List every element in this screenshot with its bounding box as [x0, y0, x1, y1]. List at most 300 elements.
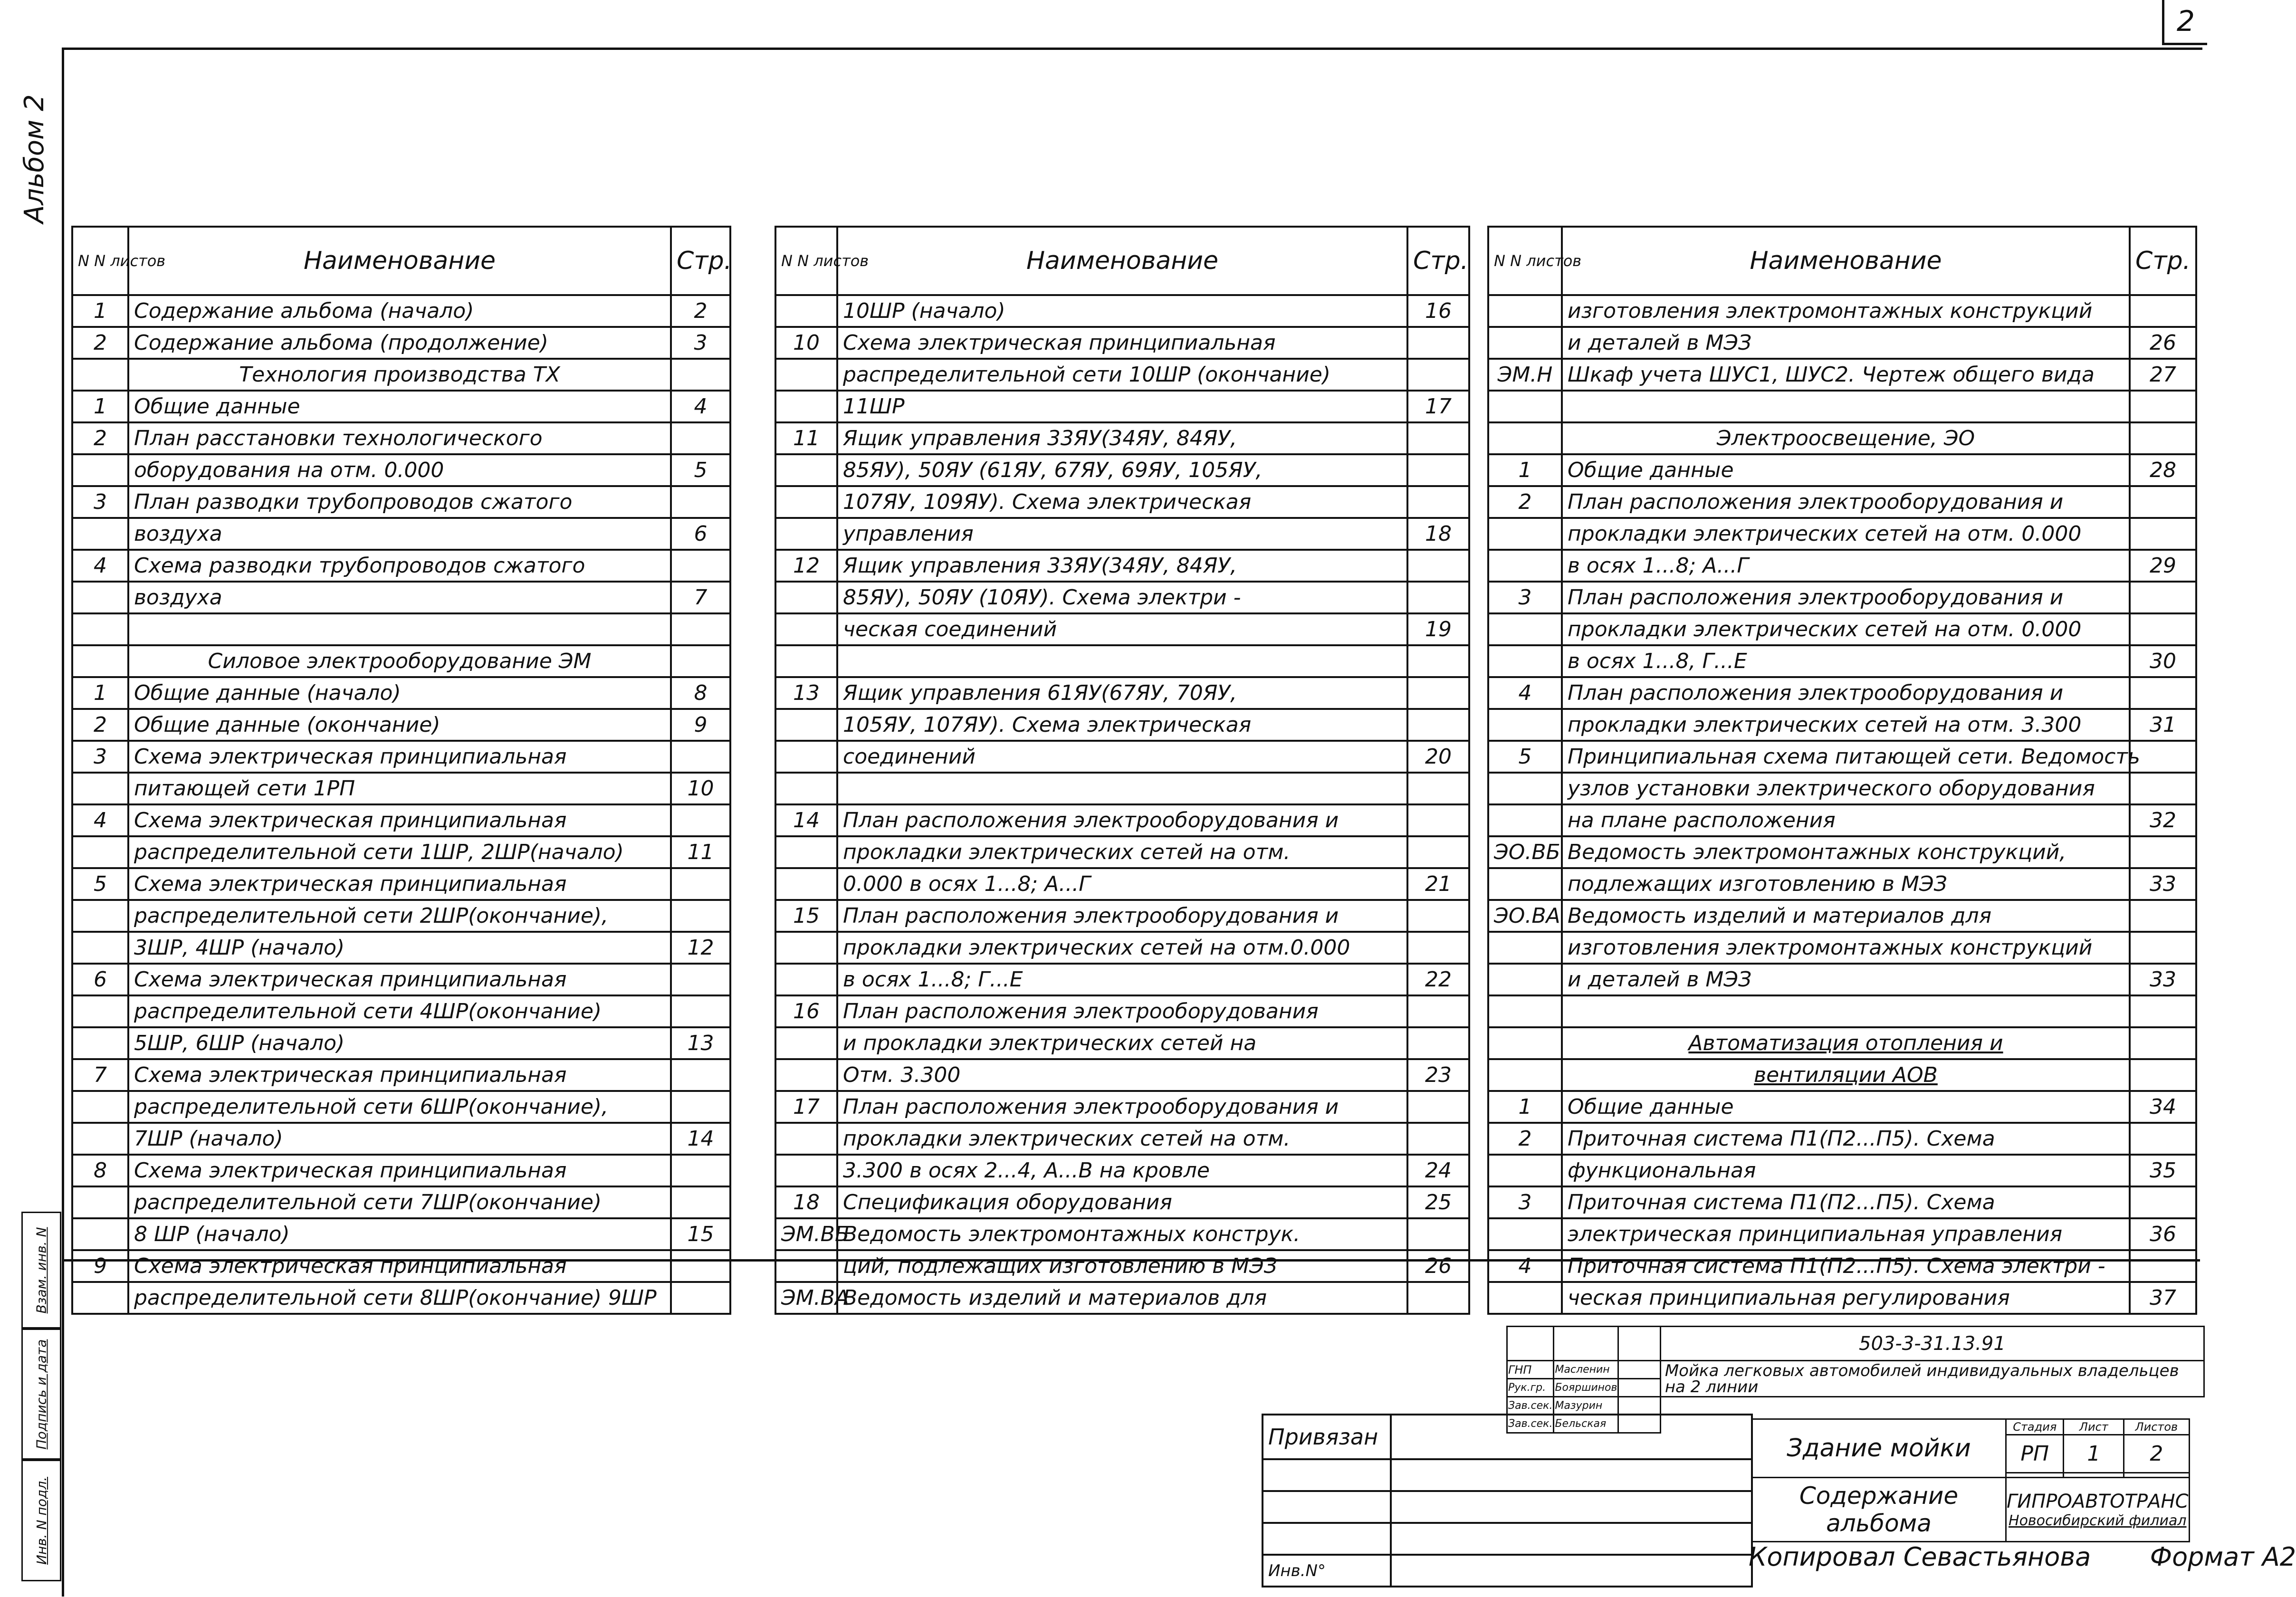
- item-name: Ведомость изделий и материалов для: [837, 1282, 1407, 1314]
- item-name: прокладки электрических сетей на отм. 3.300: [1562, 709, 2130, 741]
- item-name: Содержание альбома (начало): [128, 295, 671, 327]
- document-title: Содержание альбома: [1752, 1478, 2006, 1542]
- toc-row: [1488, 1282, 2196, 1314]
- page-ref: [1407, 1027, 1469, 1059]
- sheet-number: [775, 582, 837, 613]
- toc-row: [775, 1091, 1469, 1123]
- toc-row: [1488, 1155, 2196, 1186]
- sheet-number: [775, 295, 837, 327]
- toc-row: [72, 1155, 730, 1186]
- item-name: ческая принципиальная регулирования: [1562, 1282, 2130, 1314]
- toc-row: [775, 995, 1469, 1027]
- page-ref: 24: [1407, 1155, 1469, 1186]
- item-name: распределительной сети 1ШР, 2ШР(начало): [128, 836, 671, 868]
- sheet-number: [775, 932, 837, 964]
- page-ref: [671, 1155, 730, 1186]
- sheet-number: 2: [72, 422, 128, 454]
- toc-row: [72, 1123, 730, 1155]
- sheet-number: 12: [775, 550, 837, 582]
- item-name: Спецификация оборудования: [837, 1186, 1407, 1218]
- sheet-number: [1488, 327, 1562, 359]
- organization-name: ГИПРОАВТОТРАНС: [2007, 1490, 2189, 1512]
- inventory-label: Инв.N°: [1263, 1555, 1391, 1587]
- sheet-number: [72, 518, 128, 550]
- name-1: Масленин: [1554, 1361, 1618, 1379]
- page-ref: [671, 613, 730, 645]
- page-ref: [1407, 995, 1469, 1027]
- page-ref: [1407, 582, 1469, 613]
- sheet-number: [775, 391, 837, 422]
- role-4: Зав.сек.: [1507, 1415, 1554, 1433]
- item-name: управления: [837, 518, 1407, 550]
- toc-row: [72, 1059, 730, 1091]
- toc-row: [1488, 868, 2196, 900]
- item-name: Схема электрическая принципиальная: [128, 1059, 671, 1091]
- name-4: Бельская: [1554, 1415, 1618, 1433]
- toc-row: [1488, 518, 2196, 550]
- toc-row: [775, 1027, 1469, 1059]
- page-ref: 5: [671, 454, 730, 486]
- page-number: 2: [2162, 0, 2207, 45]
- sheet-number: [775, 773, 837, 804]
- toc-row: [1488, 422, 2196, 454]
- toc-row: [775, 486, 1469, 518]
- sheet-header: Лист: [2064, 1419, 2124, 1435]
- toc-row: [775, 1155, 1469, 1186]
- item-name: Содержание альбома (продолжение): [128, 327, 671, 359]
- toc-row: [72, 741, 730, 773]
- sheet-number: 11: [775, 422, 837, 454]
- item-name: Ящик управления 33ЯУ(34ЯУ, 84ЯУ,: [837, 422, 1407, 454]
- sheet-number: 1: [1488, 454, 1562, 486]
- sheet-number: 1: [72, 677, 128, 709]
- header-name: Наименование: [1562, 227, 2130, 295]
- item-name: прокладки электрических сетей на отм.0.000: [837, 932, 1407, 964]
- page-ref: [671, 900, 730, 932]
- stage-header: Стадия: [2006, 1419, 2064, 1435]
- toc-row: [1488, 645, 2196, 677]
- page-ref: [2130, 582, 2196, 613]
- sheet-number: [1488, 1027, 1562, 1059]
- item-name: План расположения электрооборудования и: [1562, 582, 2130, 613]
- sheet-number: 2: [1488, 1123, 1562, 1155]
- item-name: 85ЯУ), 50ЯУ (61ЯУ, 67ЯУ, 69ЯУ, 105ЯУ,: [837, 454, 1407, 486]
- page-ref: 18: [1407, 518, 1469, 550]
- page-ref: [671, 645, 730, 677]
- toc-row: [72, 773, 730, 804]
- sheet-number: [72, 836, 128, 868]
- page-ref: [1407, 359, 1469, 391]
- toc-row: [72, 391, 730, 422]
- item-name: [128, 613, 671, 645]
- name-2: Бояршинов: [1554, 1379, 1618, 1397]
- sheet-number: 5: [72, 868, 128, 900]
- toc-row: [775, 422, 1469, 454]
- item-name: Шкаф учета ШУС1, ШУС2. Чертеж общего вида: [1562, 359, 2130, 391]
- item-name: прокладки электрических сетей на отм.: [837, 836, 1407, 868]
- toc-row: [72, 486, 730, 518]
- sheet-number: [1488, 295, 1562, 327]
- sheet-number: 1: [72, 391, 128, 422]
- sheet-number: [1488, 391, 1562, 422]
- toc-row: [72, 327, 730, 359]
- page-ref: [2130, 1027, 2196, 1059]
- sheet-number: [775, 1059, 837, 1091]
- sheet-number: [775, 613, 837, 645]
- page-ref: [2130, 677, 2196, 709]
- sheet-number: 2: [72, 709, 128, 741]
- toc-row: [775, 391, 1469, 422]
- sheet-number: 1: [72, 295, 128, 327]
- tables-bottom-rule: [62, 1259, 2200, 1262]
- toc-row: [775, 677, 1469, 709]
- item-name: 85ЯУ), 50ЯУ (10ЯУ). Схема электри -: [837, 582, 1407, 613]
- toc-row: [1488, 836, 2196, 868]
- privyazan-box: [1262, 1414, 1753, 1587]
- sheet-number: 3: [1488, 1186, 1562, 1218]
- item-name: Общие данные: [1562, 1091, 2130, 1123]
- page-ref: 4: [671, 391, 730, 422]
- toc-row: [72, 1282, 730, 1314]
- format-label: Формат А2: [2150, 1542, 2296, 1572]
- page-ref: 12: [671, 932, 730, 964]
- sheet-number: [72, 582, 128, 613]
- toc-table-3: [1487, 226, 2197, 1315]
- page-ref: 2: [671, 295, 730, 327]
- footer-note: [1749, 1542, 2296, 1572]
- toc-row: [1488, 677, 2196, 709]
- toc-row: [775, 359, 1469, 391]
- header-sheet-number: N N листов: [775, 227, 837, 295]
- sheet-number: [1488, 518, 1562, 550]
- toc-row: [72, 677, 730, 709]
- doc-code: 503-3-31.13.91: [1660, 1327, 2204, 1361]
- toc-table-1: [71, 226, 731, 1315]
- header-name: Наименование: [128, 227, 671, 295]
- toc-row: [1488, 486, 2196, 518]
- sheet-number: [72, 1123, 128, 1155]
- toc-row: [775, 1250, 1469, 1282]
- item-name: Общие данные: [128, 391, 671, 422]
- item-name: 7ШР (начало): [128, 1123, 671, 1155]
- page-ref: 16: [1407, 295, 1469, 327]
- item-name: функциональная: [1562, 1155, 2130, 1186]
- sheet-number: 8: [72, 1155, 128, 1186]
- page-ref: [1407, 645, 1469, 677]
- page-ref: [671, 964, 730, 995]
- item-name: Ящик управления 33ЯУ(34ЯУ, 84ЯУ,: [837, 550, 1407, 582]
- item-name: ций, подлежащих изготовлению в МЭЗ: [837, 1250, 1407, 1282]
- toc-row: [775, 804, 1469, 836]
- sheet-number: 3: [72, 486, 128, 518]
- page-ref: [2130, 995, 2196, 1027]
- strip-cell-inventory: [21, 1460, 61, 1581]
- sheet-number: [1488, 773, 1562, 804]
- toc-row: [72, 836, 730, 868]
- item-name: [837, 773, 1407, 804]
- toc-row: [1488, 1218, 2196, 1250]
- toc-row: [775, 836, 1469, 868]
- item-name: 10ШР (начало): [837, 295, 1407, 327]
- toc-row: [775, 709, 1469, 741]
- toc-row: [775, 582, 1469, 613]
- page-ref: [2130, 391, 2196, 422]
- toc-row: [1488, 454, 2196, 486]
- section-title: Технология производства ТХ: [128, 359, 671, 391]
- sheet-number: [775, 1027, 837, 1059]
- item-name: электрическая принципиальная управления: [1562, 1218, 2130, 1250]
- page-ref: 3: [671, 327, 730, 359]
- item-name: распределительной сети 7ШР(окончание): [128, 1186, 671, 1218]
- toc-row: [775, 773, 1469, 804]
- header-page: Стр.: [671, 227, 730, 295]
- item-name: План расстановки технологического: [128, 422, 671, 454]
- item-name: Общие данные: [1562, 454, 2130, 486]
- toc-row: [775, 1218, 1469, 1250]
- item-name: 8 ШР (начало): [128, 1218, 671, 1250]
- page-ref: 20: [1407, 741, 1469, 773]
- sheet-value: 1: [2064, 1435, 2124, 1473]
- toc-row: [72, 1186, 730, 1218]
- page-ref: [1407, 454, 1469, 486]
- stage-value: РП: [2006, 1435, 2064, 1473]
- item-name: в осях 1...8; Г...Е: [837, 964, 1407, 995]
- toc-row: [1488, 613, 2196, 645]
- page-ref: [2130, 900, 2196, 932]
- item-name: прокладки электрических сетей на отм. 0.000: [1562, 518, 2130, 550]
- toc-row: [72, 932, 730, 964]
- item-name: и деталей в МЭЗ: [1562, 327, 2130, 359]
- sheet-number: ЭМ.ВА: [775, 1282, 837, 1314]
- toc-row: [1488, 1186, 2196, 1218]
- page-ref: 22: [1407, 964, 1469, 995]
- sheet-number: [72, 1186, 128, 1218]
- toc-row: [72, 613, 730, 645]
- sheet-number: [1488, 645, 1562, 677]
- item-name: Принципиальная схема питающей сети. Ведомость: [1562, 741, 2130, 773]
- strip-cell-signature: [21, 1329, 61, 1460]
- item-name: соединений: [837, 741, 1407, 773]
- page-ref: 33: [2130, 964, 2196, 995]
- page-ref: [2130, 932, 2196, 964]
- toc-row: [775, 327, 1469, 359]
- page-ref: [2130, 1250, 2196, 1282]
- sheet-number: [775, 486, 837, 518]
- sheet-number: [775, 964, 837, 995]
- sheet-number: 2: [72, 327, 128, 359]
- sheet-number: 4: [1488, 1250, 1562, 1282]
- sheet-number: 1: [1488, 1091, 1562, 1123]
- page-ref: [2130, 486, 2196, 518]
- item-name: 107ЯУ, 109ЯУ). Схема электрическая: [837, 486, 1407, 518]
- item-name: 3ШР, 4ШР (начало): [128, 932, 671, 964]
- project-title: Мойка легковых автомобилей индивидуальных владельцев на 2 линии: [1660, 1361, 2204, 1397]
- item-name: изготовления электромонтажных конструкций: [1562, 932, 2130, 964]
- role-1: ГНП: [1507, 1361, 1554, 1379]
- page-ref: [671, 741, 730, 773]
- sheet-number: ЭМ.Н: [1488, 359, 1562, 391]
- toc-row: [1488, 391, 2196, 422]
- toc-row: [72, 1250, 730, 1282]
- sheets-header: Листов: [2124, 1419, 2189, 1435]
- page-ref: 26: [2130, 327, 2196, 359]
- page-ref: 13: [671, 1027, 730, 1059]
- sheet-number: [775, 741, 837, 773]
- page-ref: 11: [671, 836, 730, 868]
- item-name: в осях 1...8, Г...Е: [1562, 645, 2130, 677]
- header-name: Наименование: [837, 227, 1407, 295]
- item-name: распределительной сети 2ШР(окончание),: [128, 900, 671, 932]
- item-name: План разводки трубопроводов сжатого: [128, 486, 671, 518]
- toc-row: [775, 1282, 1469, 1314]
- toc-row: [1488, 1123, 2196, 1155]
- page-ref: 35: [2130, 1155, 2196, 1186]
- toc-row: [1488, 1027, 2196, 1059]
- role-3: Зав.сек.: [1507, 1397, 1554, 1415]
- page-ref: 37: [2130, 1282, 2196, 1314]
- page-ref: [1407, 1123, 1469, 1155]
- item-name: в осях 1...8; А...Г: [1562, 550, 2130, 582]
- toc-row: [775, 550, 1469, 582]
- page-ref: [1407, 677, 1469, 709]
- toc-row: [1488, 964, 2196, 995]
- item-name: питающей сети 1РП: [128, 773, 671, 804]
- toc-row: [72, 1027, 730, 1059]
- page-ref: [1407, 1282, 1469, 1314]
- sheet-number: 7: [72, 1059, 128, 1091]
- item-name: Ящик управления 61ЯУ(67ЯУ, 70ЯУ,: [837, 677, 1407, 709]
- toc-row: [72, 550, 730, 582]
- sheet-number: [1488, 1282, 1562, 1314]
- page-ref: 8: [671, 677, 730, 709]
- page-ref: 7: [671, 582, 730, 613]
- page-ref: [1407, 773, 1469, 804]
- toc-row: [72, 900, 730, 932]
- page-ref: [1407, 900, 1469, 932]
- sheet-number: 4: [72, 804, 128, 836]
- toc-row: [72, 454, 730, 486]
- sheet-number: [775, 1155, 837, 1186]
- toc-row: [775, 518, 1469, 550]
- sheet-number: 16: [775, 995, 837, 1027]
- item-name: изготовления электромонтажных конструкций: [1562, 295, 2130, 327]
- page-ref: [671, 868, 730, 900]
- page-ref: [1407, 1218, 1469, 1250]
- item-name: План расположения электрооборудования: [837, 995, 1407, 1027]
- page-ref: [671, 804, 730, 836]
- page-ref: [2130, 613, 2196, 645]
- item-name: Общие данные (начало): [128, 677, 671, 709]
- sheet-number: [775, 518, 837, 550]
- toc-row: [72, 964, 730, 995]
- item-name: 0.000 в осях 1...8; А...Г: [837, 868, 1407, 900]
- page-ref: 6: [671, 518, 730, 550]
- page-ref: 21: [1407, 868, 1469, 900]
- toc-row: [72, 709, 730, 741]
- sheet-number: [1488, 995, 1562, 1027]
- page-ref: 36: [2130, 1218, 2196, 1250]
- sheet-number: [72, 773, 128, 804]
- item-name: распределительной сети 4ШР(окончание): [128, 995, 671, 1027]
- page-ref: 9: [671, 709, 730, 741]
- album-label: Альбом 2: [19, 94, 50, 223]
- page-ref: 10: [671, 773, 730, 804]
- section-title: Автоматизация отопления и: [1562, 1027, 2130, 1059]
- toc-row: [1488, 295, 2196, 327]
- item-name: 3.300 в осях 2...4, А...В на кровле: [837, 1155, 1407, 1186]
- sheet-number: [72, 900, 128, 932]
- toc-row: [1488, 1059, 2196, 1091]
- sheet-number: [72, 1282, 128, 1314]
- sheet-number: [1488, 613, 1562, 645]
- page-ref: [671, 359, 730, 391]
- toc-row: [1488, 804, 2196, 836]
- left-approval-strip: [21, 1212, 59, 1592]
- sheet-number: [1488, 804, 1562, 836]
- page-ref: [2130, 1186, 2196, 1218]
- header-sheet-number: N N листов: [1488, 227, 1562, 295]
- page-ref: 15: [671, 1218, 730, 1250]
- toc-row: [775, 1059, 1469, 1091]
- sheet-number: [775, 868, 837, 900]
- sheet-number: 14: [775, 804, 837, 836]
- item-name: Ведомость изделий и материалов для: [1562, 900, 2130, 932]
- page-ref: [671, 1282, 730, 1314]
- toc-row: [775, 964, 1469, 995]
- page-ref: 30: [2130, 645, 2196, 677]
- item-name: 5ШР, 6ШР (начало): [128, 1027, 671, 1059]
- item-name: Схема электрическая принципиальная: [128, 1155, 671, 1186]
- toc-row: [775, 868, 1469, 900]
- sheet-number: [72, 1027, 128, 1059]
- item-name: Схема разводки трубопроводов сжатого: [128, 550, 671, 582]
- sheet-number: 3: [1488, 582, 1562, 613]
- toc-row: [775, 932, 1469, 964]
- toc-row: [1488, 582, 2196, 613]
- item-name: узлов установки электрического оборудования: [1562, 773, 2130, 804]
- toc-table-2: [775, 226, 1470, 1315]
- page-ref: [671, 550, 730, 582]
- item-name: прокладки электрических сетей на отм. 0.000: [1562, 613, 2130, 645]
- page-ref: 19: [1407, 613, 1469, 645]
- sheet-number: [1488, 932, 1562, 964]
- toc-row: [1488, 327, 2196, 359]
- item-name: План расположения электрооборудования и: [837, 1091, 1407, 1123]
- sheet-number: [72, 645, 128, 677]
- sheet-number: ЭО.ВБ: [1488, 836, 1562, 868]
- toc-row: [775, 1123, 1469, 1155]
- sheet-number: 17: [775, 1091, 837, 1123]
- page-ref: [1407, 422, 1469, 454]
- item-name: Приточная система П1(П2...П5). Схема электри -: [1562, 1250, 2130, 1282]
- page-ref: 29: [2130, 550, 2196, 582]
- sheet-number: [72, 1091, 128, 1123]
- strip-cell-replace: [21, 1212, 61, 1329]
- page-ref: 32: [2130, 804, 2196, 836]
- item-name: Отм. 3.300: [837, 1059, 1407, 1091]
- sheet-number: [1488, 868, 1562, 900]
- page-ref: 14: [671, 1123, 730, 1155]
- toc-row: [72, 518, 730, 550]
- toc-row: [775, 741, 1469, 773]
- page-ref: [671, 1250, 730, 1282]
- sheet-number: [775, 1123, 837, 1155]
- toc-row: [1488, 1091, 2196, 1123]
- toc-row: [72, 359, 730, 391]
- toc-row: [1488, 1250, 2196, 1282]
- page-ref: [1407, 327, 1469, 359]
- privyazan-label: Привязан: [1263, 1415, 1391, 1459]
